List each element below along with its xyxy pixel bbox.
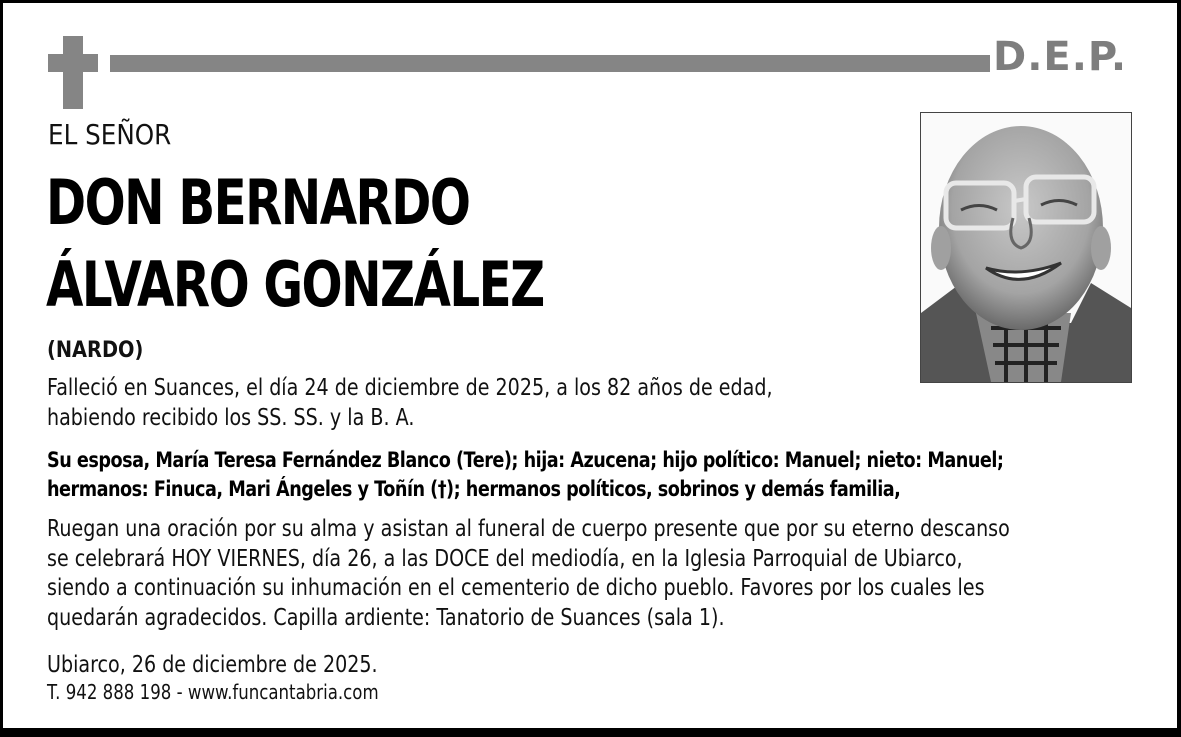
death-notice-line: Falleció en Suances, el día 24 de diciembre de 2025, a los 82 años de edad, <box>47 375 773 401</box>
funeral-line: se celebrará HOY VIERNES, día 26, a las DOCE del mediodía, en la Iglesia Parroquial de Ubiarco, <box>47 545 963 572</box>
family-line: Su esposa, María Teresa Fernández Blanco (Tere); hija: Azucena; hijo político: Manuel; nieto: Manuel; <box>47 448 1004 472</box>
death-notice <box>47 374 773 433</box>
funeral-line: siendo a continuación su inhumación en el cementerio de dicho pueblo. Favores por los cuales les <box>47 575 985 601</box>
frame-border-right <box>1177 0 1181 737</box>
frame-border-top <box>0 0 1181 3</box>
frame-border-bottom <box>0 728 1181 737</box>
cross-horizontal-bar <box>48 54 98 72</box>
deceased-name-line-2: ÁLVARO GONZÁLEZ <box>46 248 544 321</box>
family-list <box>47 446 1003 504</box>
deceased-portrait <box>920 112 1132 383</box>
frame-border-left <box>0 0 3 737</box>
family-line: hermanos: Finuca, Mari Ángeles y Toñín (†); hermanos políticos, sobrinos y demás familia, <box>47 477 901 501</box>
portrait-photo-icon <box>921 113 1131 382</box>
cross-vertical-bar <box>63 36 83 109</box>
header-rule <box>110 55 990 72</box>
place-date: Ubiarco, 26 de diciembre de 2025. <box>47 652 378 678</box>
honorific: EL SEÑOR <box>48 118 172 151</box>
deceased-nickname: (NARDO) <box>47 338 144 363</box>
funeral-line: Ruegan una oración por su alma y asistan al funeral de cuerpo presente que por su eterno descanso <box>47 516 1010 542</box>
dep-label: D.E.P. <box>993 34 1128 80</box>
contact-info: T. 942 888 198 - www.funcantabria.com <box>47 680 379 704</box>
death-notice-line: habiendo recibido los SS. SS. y la B. A. <box>47 404 415 431</box>
funeral-details <box>47 515 1010 633</box>
funeral-line: quedarán agradecidos. Capilla ardiente: Tanatorio de Suances (sala 1). <box>47 604 725 631</box>
deceased-name-line-1: DON BERNARDO <box>46 166 470 239</box>
